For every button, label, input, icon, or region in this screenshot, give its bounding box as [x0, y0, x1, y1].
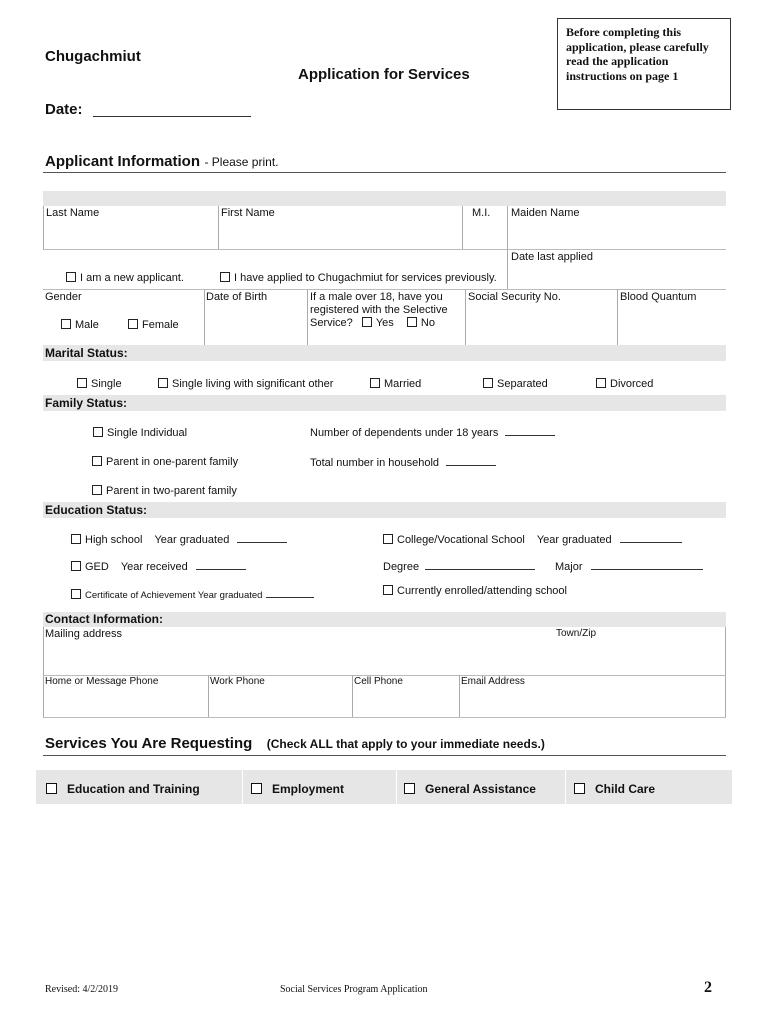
checkbox-icon — [71, 534, 81, 544]
applicant-heading: Applicant Information - Please print. — [45, 153, 279, 170]
service-employment[interactable]: Employment — [251, 782, 344, 796]
checkbox-icon — [93, 427, 103, 437]
checkbox-icon — [158, 378, 168, 388]
page-number: 2 — [704, 979, 712, 996]
marital-separated[interactable]: Separated — [483, 378, 548, 390]
edu-enrolled[interactable]: Currently enrolled/attending school — [383, 585, 567, 597]
email-label: Email Address — [461, 676, 525, 687]
checkbox-icon — [404, 783, 415, 794]
female-checkbox[interactable]: Female — [128, 319, 179, 331]
instructions-notice: Before completing this application, please carefully read the application instructions on page 1 — [557, 18, 731, 110]
contact-band: Contact Information: — [43, 612, 726, 627]
edu-certificate[interactable]: Certificate of Achievement Year graduated — [71, 587, 314, 601]
name-row — [43, 206, 726, 250]
marital-divorced[interactable]: Divorced — [596, 378, 653, 390]
service-general-assistance[interactable]: General Assistance — [404, 782, 536, 796]
marital-single[interactable]: Single — [77, 378, 122, 390]
selective-service-question: If a male over 18, have you registered with the Selective Service? Yes No — [310, 291, 448, 329]
edu-ged[interactable]: GED Year received — [71, 559, 246, 573]
checkbox-icon — [383, 534, 393, 544]
checkbox-icon — [61, 319, 71, 329]
checkbox-icon — [574, 783, 585, 794]
male-checkbox[interactable]: Male — [61, 319, 99, 331]
dob-label: Date of Birth — [206, 291, 268, 303]
date-field[interactable] — [93, 116, 251, 117]
checkbox-icon — [92, 456, 102, 466]
last-name-label: Last Name — [46, 207, 100, 219]
dependents-field[interactable]: Number of dependents under 18 years — [310, 425, 555, 439]
marital-single-living[interactable]: Single living with significant other — [158, 378, 333, 390]
checkbox-icon — [383, 585, 393, 595]
town-zip-label: Town/Zip — [556, 628, 597, 639]
checkbox-icon — [71, 589, 81, 599]
form-title: Application for Services — [298, 66, 470, 83]
marital-married[interactable]: Married — [370, 378, 421, 390]
maiden-name-label: Maiden Name — [511, 207, 580, 219]
date-last-applied-label: Date last applied — [511, 251, 593, 263]
family-one-parent[interactable]: Parent in one-parent family — [92, 456, 238, 468]
checkbox-icon — [370, 378, 380, 388]
marital-band: Marital Status: — [43, 345, 726, 361]
services-heading: Services You Are Requesting (Check ALL that apply to your immediate needs.) — [45, 735, 545, 752]
no-checkbox[interactable]: No — [407, 317, 435, 329]
family-two-parent[interactable]: Parent in two-parent family — [92, 485, 237, 497]
cell-phone-label: Cell Phone — [354, 676, 403, 687]
edu-major-field[interactable]: Major — [555, 559, 703, 573]
checkbox-icon — [77, 378, 87, 388]
household-field[interactable]: Total number in household — [310, 455, 496, 469]
program-name: Social Services Program Application — [280, 984, 428, 995]
work-phone-label: Work Phone — [210, 676, 265, 687]
checkbox-icon — [483, 378, 493, 388]
checkbox-icon — [128, 319, 138, 329]
edu-college[interactable]: College/Vocational School Year graduated — [383, 532, 682, 546]
ssn-label: Social Security No. — [468, 291, 561, 303]
checkbox-icon — [251, 783, 262, 794]
edu-high-school[interactable]: High school Year graduated — [71, 532, 287, 546]
service-education-training[interactable]: Education and Training — [46, 782, 200, 796]
checkbox-icon — [596, 378, 606, 388]
mailing-address-label: Mailing address — [45, 628, 123, 640]
edu-degree-field[interactable]: Degree — [383, 559, 535, 573]
applied-previously-checkbox[interactable]: I have applied to Chugachmiut for services previously. — [220, 272, 497, 284]
checkbox-icon — [362, 317, 372, 327]
checkbox-icon — [46, 783, 57, 794]
checkbox-icon — [71, 561, 81, 571]
gender-label: Gender — [45, 291, 82, 303]
service-child-care[interactable]: Child Care — [574, 782, 655, 796]
family-single-individual[interactable]: Single Individual — [93, 427, 187, 439]
blood-quantum-label: Blood Quantum — [620, 291, 697, 303]
education-band: Education Status: — [43, 502, 726, 518]
checkbox-icon — [220, 272, 230, 282]
revised-date: Revised: 4/2/2019 — [45, 984, 119, 995]
yes-checkbox[interactable]: Yes — [362, 317, 394, 329]
checkbox-icon — [66, 272, 76, 282]
family-band: Family Status: — [43, 395, 726, 411]
home-phone-label: Home or Message Phone — [45, 676, 159, 687]
date-label: Date: — [45, 101, 83, 118]
checkbox-icon — [407, 317, 417, 327]
org-name: Chugachmiut — [45, 48, 141, 65]
mi-label: M.I. — [472, 207, 491, 219]
first-name-label: First Name — [221, 207, 275, 219]
new-applicant-checkbox[interactable]: I am a new applicant. — [66, 272, 184, 284]
applicant-band — [43, 191, 726, 206]
checkbox-icon — [92, 485, 102, 495]
